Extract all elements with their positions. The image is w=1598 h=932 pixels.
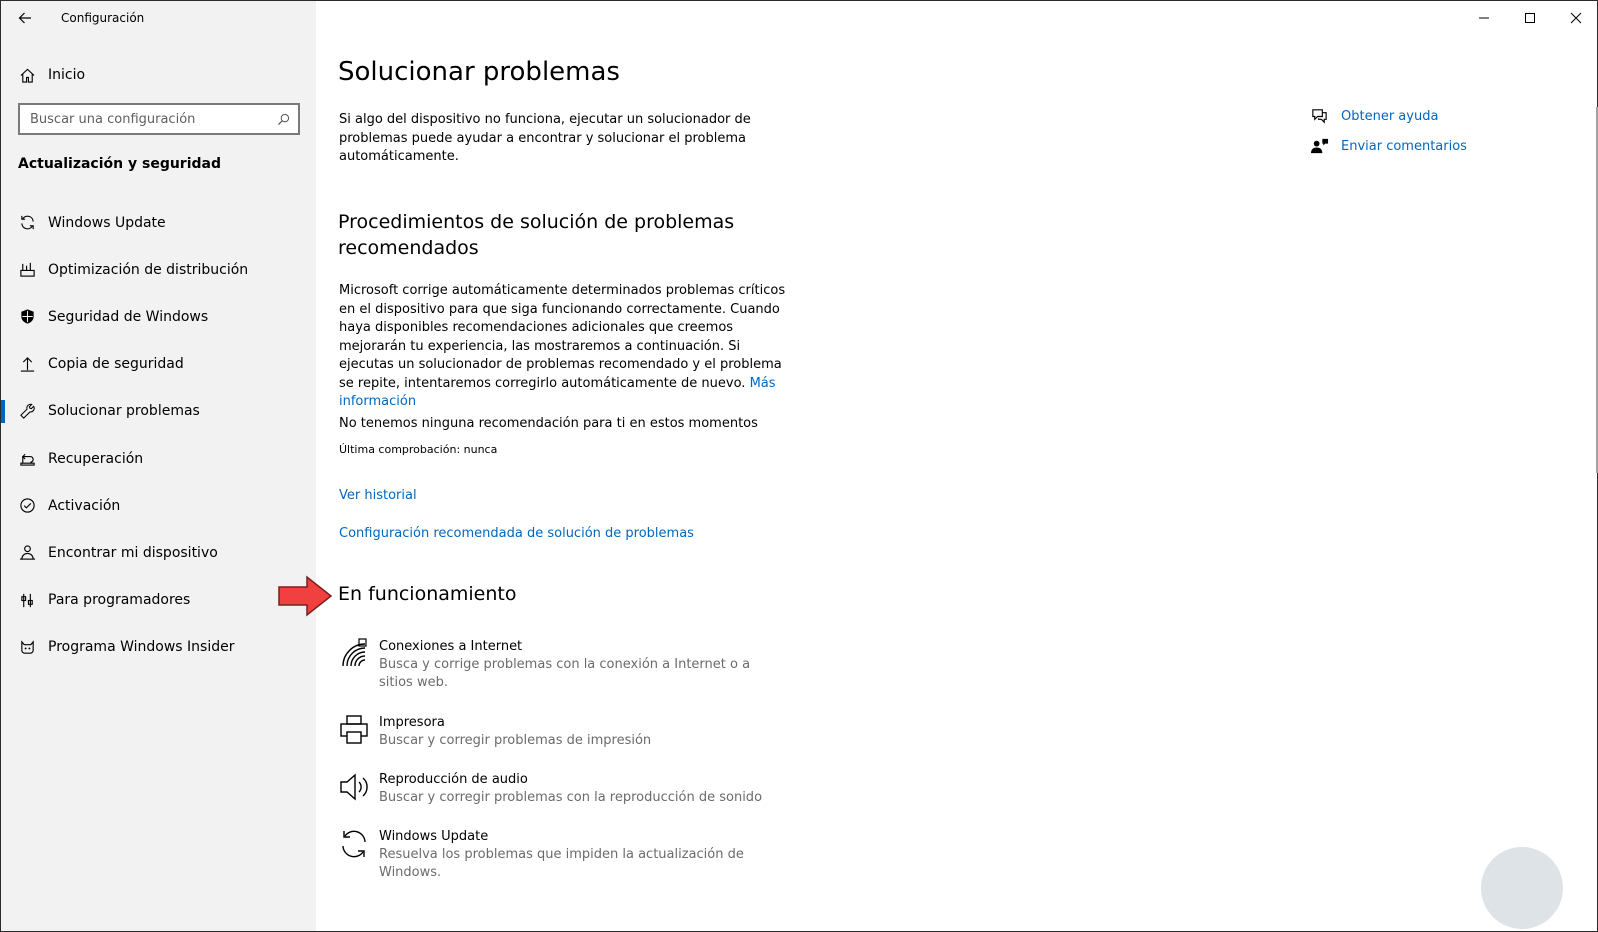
maximize-button[interactable] (1507, 1, 1553, 35)
sidebar-item-label: Recuperación (48, 450, 144, 467)
sidebar-item-label: Activación (48, 497, 121, 514)
troubleshooter-internet[interactable] (339, 638, 799, 692)
title-bar (1, 1, 316, 35)
sidebar-item-activation[interactable] (1, 482, 316, 529)
troubleshooter-desc: Buscar y corregir problemas de impresión (379, 733, 652, 748)
sidebar-item-label: Solucionar problemas (48, 403, 200, 420)
send-feedback-link[interactable] (1309, 131, 1467, 161)
back-button[interactable] (1, 1, 49, 35)
sidebar-item-backup[interactable] (1, 341, 316, 388)
running-heading: En funcionamiento (338, 583, 517, 605)
troubleshooter-desc: Resuelva los problemas que impiden la actualización de Windows. (379, 847, 744, 880)
printer-icon (339, 714, 369, 746)
sidebar-item-label: Optimización de distribución (48, 261, 249, 278)
troubleshooter-name: Conexiones a Internet (379, 639, 523, 654)
close-icon (1570, 12, 1582, 24)
troubleshooter-name: Windows Update (379, 829, 489, 844)
sidebar-item-windows-insider[interactable] (1, 624, 316, 671)
back-arrow-icon (18, 11, 32, 25)
troubleshooter-desc: Buscar y corregir problemas con la reproducción de sonido (379, 790, 763, 805)
help-chat-icon (1309, 106, 1329, 126)
watermark-logo (1481, 847, 1563, 929)
search-icon[interactable] (276, 112, 290, 126)
feedback-icon (1309, 136, 1329, 156)
recommended-text (339, 282, 789, 412)
recommended-heading: Procedimientos de solución de problemas recomendados (338, 211, 735, 259)
sidebar-section-title: Actualización y seguridad (18, 156, 221, 172)
refresh-icon (339, 828, 369, 860)
sidebar-item-find-device[interactable] (1, 529, 316, 576)
recommended-body: Microsoft corrige automáticamente determinados problemas críticos en el dispositivo para que siga funcionando correctamente. Cuando haya disponibles recomendaciones adicionales que creemos mejorarán tu experiencia, las mostraremos a continuación. Si ejecutas un solucionador de problemas recomendado y el problema se repite, intentaremos corregirlo automáticamente de nuevo. (339, 283, 786, 391)
search-input[interactable] (30, 112, 276, 127)
related-links (1309, 101, 1467, 161)
troubleshooter-desc: Busca y corrige problemas con la conexión a Internet o a sitios web. (379, 657, 751, 690)
person-location-icon (18, 544, 36, 562)
search-box (18, 103, 300, 135)
last-check-text: Última comprobación: nunca (339, 443, 498, 456)
sidebar-item-label: Windows Update (48, 214, 166, 231)
developer-tools-icon (18, 591, 36, 609)
close-button[interactable] (1553, 1, 1598, 35)
internet-connection-icon (339, 638, 369, 670)
sidebar-item-label: Encontrar mi dispositivo (48, 544, 218, 561)
recovery-icon (18, 450, 36, 468)
get-help-label: Obtener ayuda (1341, 108, 1439, 124)
home-icon (18, 66, 36, 84)
window-title: Configuración (61, 11, 145, 25)
sidebar-item-troubleshoot[interactable] (1, 388, 316, 435)
sidebar-nav (1, 199, 316, 671)
sidebar-item-label: Para programadores (48, 592, 191, 609)
no-recommendation-text: No tenemos ninguna recomendación para ti en estos momentos (339, 416, 758, 431)
page-title: Solucionar problemas (338, 57, 620, 87)
speaker-icon (339, 771, 369, 803)
troubleshooter-name: Reproducción de audio (379, 772, 528, 787)
sidebar-item-windows-security[interactable] (1, 293, 316, 340)
backup-arrow-icon (18, 355, 36, 373)
minimize-button[interactable] (1461, 1, 1507, 35)
sidebar-item-windows-update[interactable] (1, 199, 316, 246)
refresh-icon (18, 214, 36, 232)
sidebar-item-home[interactable] (1, 57, 316, 93)
sidebar-item-delivery-optimization[interactable] (1, 246, 316, 293)
view-history-link[interactable]: Ver historial (339, 488, 417, 503)
troubleshooter-windows-update[interactable] (339, 828, 799, 882)
maximize-icon (1524, 12, 1536, 24)
intro-text: Si algo del dispositivo no funciona, ejecutar un solucionador de problemas puede ayudar a encontrar y solucionar el problema automáticamente. (339, 112, 751, 164)
window-controls (1461, 1, 1598, 35)
more-info-link[interactable]: Más información (339, 375, 776, 409)
sidebar-item-recovery[interactable] (1, 435, 316, 482)
red-arrow-annotation (277, 575, 333, 617)
main-content (316, 1, 1598, 931)
send-feedback-label: Enviar comentarios (1341, 138, 1467, 154)
troubleshooter-audio[interactable] (339, 771, 799, 807)
sidebar-item-developers[interactable] (1, 577, 316, 624)
insider-cat-icon (18, 638, 36, 656)
sidebar-item-label: Programa Windows Insider (48, 639, 235, 656)
delivery-optimization-icon (18, 261, 36, 279)
recommended-settings-link[interactable]: Configuración recomendada de solución de problemas (339, 526, 694, 541)
sidebar (1, 1, 316, 931)
troubleshooter-name: Impresora (379, 715, 445, 730)
troubleshooter-printer[interactable] (339, 714, 799, 750)
get-help-link[interactable] (1309, 101, 1467, 131)
sidebar-item-label: Copia de seguridad (48, 356, 184, 373)
minimize-icon (1478, 12, 1490, 24)
sidebar-item-label: Seguridad de Windows (48, 308, 209, 325)
shield-icon (18, 308, 36, 326)
check-circle-icon (18, 497, 36, 515)
sidebar-item-label: Inicio (48, 67, 86, 83)
wrench-icon (18, 402, 36, 420)
